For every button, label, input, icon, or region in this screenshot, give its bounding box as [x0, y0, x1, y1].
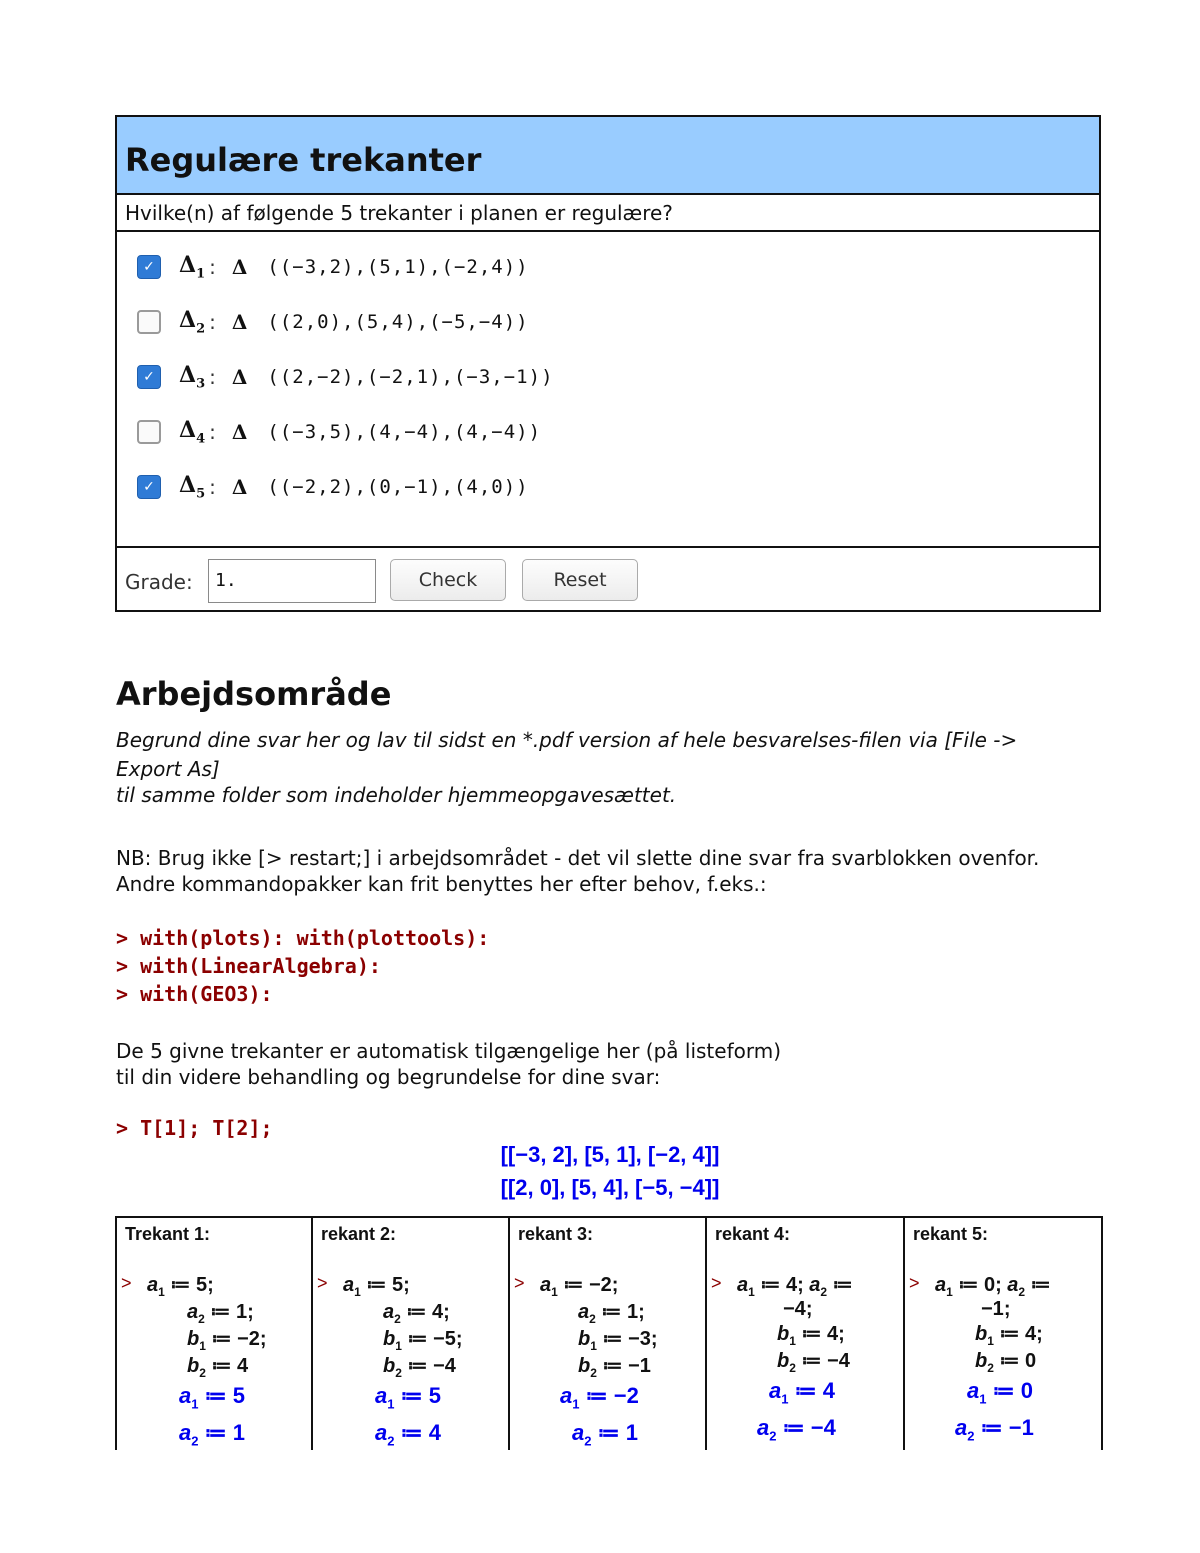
- instruction-line: Begrund dine svar her og lav til sidst en *.pdf version af hele besvarelses-filen via [File ->: [116, 728, 1018, 752]
- info-line: til din videre behandling og begrundelse for dine svar:: [116, 1065, 661, 1089]
- option-triangle-2[interactable]: [137, 307, 529, 337]
- triangle-symbol: Δ: [231, 475, 248, 499]
- output-a2: $a_2$ ≔ 1: [179, 1420, 245, 1449]
- prompt-marker: >: [121, 1273, 132, 1293]
- output-a2: $a_2$ ≔ −4: [757, 1415, 836, 1444]
- quiz-question: Hvilke(n) af følgende 5 trekanter i planen er regulære?: [117, 195, 1099, 232]
- assign-b2[interactable]: $b_2$ ≔ 4: [187, 1355, 249, 1380]
- option-triangle-4[interactable]: [137, 417, 541, 447]
- grade-field[interactable]: 1.: [208, 559, 376, 603]
- triangle-coords-1: ((−3,2),(5,1),(−2,4)): [267, 256, 529, 278]
- assign-b1[interactable]: $b_1$ ≔ −2;: [187, 1328, 267, 1353]
- triangles-table: [115, 1216, 1103, 1450]
- command-line[interactable]: > with(GEO3):: [116, 982, 273, 1006]
- option-triangle-1[interactable]: [137, 252, 529, 282]
- quiz-title: Regulære trekanter: [117, 117, 1099, 195]
- table-column-5: [903, 1218, 1103, 1450]
- triangle-symbol: Δ: [231, 365, 248, 389]
- triangle-symbol: Δ: [231, 255, 248, 279]
- output-a1: $a_1$ ≔ 0: [967, 1378, 1033, 1407]
- info-line: De 5 givne trekanter er automatisk tilgængelige her (på listeform): [116, 1039, 781, 1063]
- prompt-marker: >: [711, 1273, 722, 1293]
- assign-a1-a2[interactable]: $a_1$ ≔ 4; $a_2$ ≔: [737, 1274, 853, 1299]
- option-triangle-5[interactable]: [137, 472, 529, 502]
- reset-button[interactable]: Reset: [522, 559, 638, 601]
- output-a1: $a_1$ ≔ 4: [769, 1378, 835, 1407]
- option-triangle-3[interactable]: [137, 362, 554, 392]
- assign-b2[interactable]: $b_2$ ≔ −4: [777, 1350, 850, 1375]
- option-colon: :: [209, 475, 216, 499]
- output-line: [[2, 0], [5, 4], [−5, −4]]: [500, 1175, 720, 1200]
- output-a2: $a_2$ ≔ 1: [572, 1420, 638, 1449]
- triangle-coords-4: ((−3,5),(4,−4),(4,−4)): [267, 421, 542, 443]
- output-line: [[−3, 2], [5, 1], [−2, 4]]: [500, 1142, 720, 1167]
- checkmark-icon: ✓: [143, 479, 155, 495]
- command-line[interactable]: > with(plots): with(plottools):: [116, 926, 490, 950]
- checkmark-icon: ✓: [143, 369, 155, 385]
- triangle-label-3: $\Delta_3$: [179, 362, 206, 392]
- prompt-marker: >: [514, 1273, 525, 1293]
- option-colon: :: [209, 255, 216, 279]
- assign-a2[interactable]: $a_2$ ≔ 4;: [383, 1301, 450, 1326]
- prompt-marker: >: [317, 1273, 328, 1293]
- grade-row: [117, 548, 1099, 612]
- triangle-coords-5: ((−2,2),(0,−1),(4,0)): [267, 476, 529, 498]
- assign-a2[interactable]: $a_2$ ≔ 1;: [187, 1301, 254, 1326]
- check-button[interactable]: Check: [390, 559, 506, 601]
- triangle-label-4: $\Delta_4$: [179, 417, 206, 447]
- assign-a1[interactable]: $a_1$ ≔ −2;: [540, 1274, 619, 1299]
- output-a1: $a_1$ ≔ −2: [560, 1383, 639, 1412]
- option-colon: :: [209, 310, 216, 334]
- table-column-2: [311, 1218, 510, 1450]
- assign-b1[interactable]: $b_1$ ≔ 4;: [975, 1323, 1043, 1348]
- column-header: rekant 5:: [913, 1224, 989, 1244]
- table-column-3: [508, 1218, 707, 1450]
- checkbox-triangle-1[interactable]: [137, 255, 161, 279]
- triangle-coords-2: ((2,0),(5,4),(−5,−4)): [267, 311, 529, 333]
- command-line[interactable]: > with(LinearAlgebra):: [116, 954, 381, 978]
- output-a2: $a_2$ ≔ 4: [375, 1420, 441, 1449]
- assign-a1[interactable]: $a_1$ ≔ 5;: [147, 1274, 214, 1299]
- command-line[interactable]: > T[1]; T[2];: [116, 1116, 273, 1140]
- column-header: rekant 4:: [715, 1224, 791, 1244]
- grade-label: Grade:: [125, 570, 193, 594]
- checkbox-triangle-3[interactable]: [137, 365, 161, 389]
- instruction-line: Export As]: [116, 757, 220, 781]
- output-a2: $a_2$ ≔ −1: [955, 1415, 1034, 1444]
- triangle-label-5: $\Delta_5$: [179, 472, 206, 502]
- assign-b1[interactable]: $b_1$ ≔ −5;: [383, 1328, 463, 1353]
- workspace-heading: Arbejdsområde: [116, 675, 392, 713]
- checkbox-triangle-2[interactable]: [137, 310, 161, 334]
- triangle-symbol: Δ: [231, 310, 248, 334]
- column-header: rekant 3:: [518, 1224, 594, 1244]
- triangle-symbol: Δ: [231, 420, 248, 444]
- checkbox-triangle-4[interactable]: [137, 420, 161, 444]
- checkbox-triangle-5[interactable]: [137, 475, 161, 499]
- answer-options: [117, 232, 1099, 548]
- note-line: NB: Brug ikke [> restart;] i arbejdsområdet - det vil slette dine svar fra svarblokken ovenfor.: [116, 846, 1040, 870]
- note-line: Andre kommandopakker kan frit benyttes her efter behov, f.eks.:: [116, 872, 767, 896]
- instruction-line: til samme folder som indeholder hjemmeopgavesættet.: [116, 783, 677, 807]
- assign-a1-a2[interactable]: $a_1$ ≔ 0; $a_2$ ≔: [935, 1274, 1051, 1299]
- assign-b1[interactable]: $b_1$ ≔ −3;: [578, 1328, 658, 1353]
- column-header: rekant 2:: [321, 1224, 397, 1244]
- assign-a2-value[interactable]: −4;: [783, 1298, 813, 1320]
- assign-b2[interactable]: $b_2$ ≔ −1: [578, 1355, 651, 1380]
- assign-b2[interactable]: $b_2$ ≔ −4: [383, 1355, 456, 1380]
- assign-a2[interactable]: $a_2$ ≔ 1;: [578, 1301, 645, 1326]
- prompt-marker: >: [909, 1273, 920, 1293]
- option-colon: :: [209, 420, 216, 444]
- table-column-4: [705, 1218, 905, 1450]
- option-colon: :: [209, 365, 216, 389]
- triangle-coords-3: ((2,−2),(−2,1),(−3,−1)): [267, 366, 554, 388]
- output-a1: $a_1$ ≔ 5: [375, 1383, 441, 1412]
- assign-a2-value[interactable]: −1;: [981, 1298, 1011, 1320]
- quiz-panel: [115, 115, 1101, 612]
- triangle-label-1: $\Delta_1$: [179, 252, 206, 282]
- triangle-label-2: $\Delta_2$: [179, 307, 206, 337]
- assign-a1[interactable]: $a_1$ ≔ 5;: [343, 1274, 410, 1299]
- output-a1: $a_1$ ≔ 5: [179, 1383, 245, 1412]
- assign-b2[interactable]: $b_2$ ≔ 0: [975, 1350, 1037, 1375]
- checkmark-icon: ✓: [143, 259, 155, 275]
- table-column-1: [115, 1218, 313, 1450]
- assign-b1[interactable]: $b_1$ ≔ 4;: [777, 1323, 845, 1348]
- column-header: Trekant 1:: [125, 1224, 211, 1244]
